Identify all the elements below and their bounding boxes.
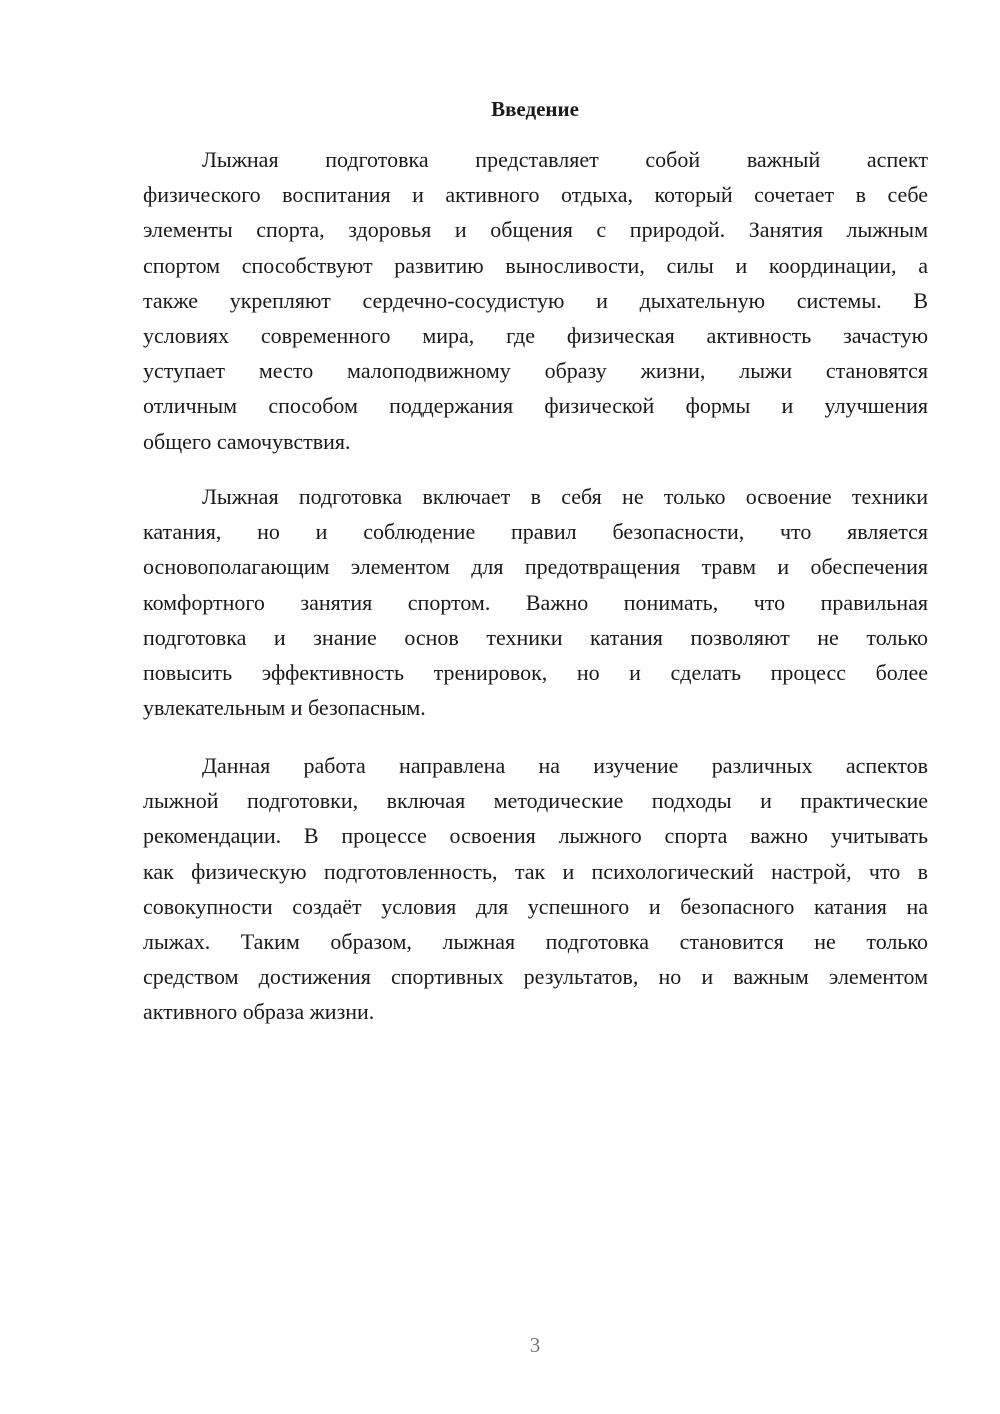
- text-line: совокупности создаёт условия для успешного и безопасного катания на: [143, 893, 928, 919]
- text-line: Лыжная подготовка представляет собой важный аспект: [202, 147, 928, 172]
- text-line: как физическую подготовленность, так и психологический настрой, что в: [143, 858, 928, 884]
- text-line: условиях современного мира, где физическая активность зачастую: [143, 322, 928, 348]
- text-line: Лыжная подготовка включает в себя не только освоение техники: [202, 484, 928, 509]
- text-line: физического воспитания и активного отдыха, который сочетает в себе: [143, 182, 928, 208]
- text-line: средством достижения спортивных результатов, но и важным элементом: [143, 964, 928, 990]
- text-line: подготовка и знание основ техники катания позволяют не только: [143, 624, 928, 650]
- paragraph-3: [143, 748, 928, 1030]
- page-number: 3: [529, 1333, 541, 1357]
- section-title: Введение: [491, 97, 579, 121]
- text-line: лыжах. Таким образом, лыжная подготовка становится не только: [143, 928, 928, 954]
- text-line: уступает место малоподвижному образу жизни, лыжи становятся: [143, 358, 928, 384]
- text-line: комфортного занятия спортом. Важно понимать, что правильная: [143, 589, 928, 615]
- text-line: также укрепляют сердечно-сосудистую и дыхательную системы. В: [143, 287, 928, 313]
- text-line: катания, но и соблюдение правил безопасности, что является: [143, 519, 928, 545]
- text-line: лыжной подготовки, включая методические подходы и практические: [143, 788, 928, 814]
- text-line: повысить эффективность тренировок, но и сделать процесс более: [143, 659, 928, 685]
- text-line: спортом способствуют развитию выносливости, силы и координации, а: [143, 252, 928, 278]
- text-line: Данная работа направлена на изучение различных аспектов: [202, 753, 928, 778]
- text-line: рекомендации. В процессе освоения лыжного спорта важно учитывать: [143, 823, 928, 849]
- text-line: основополагающим элементом для предотвращения травм и обеспечения: [143, 554, 928, 580]
- text-line: увлекательным и безопасным.: [143, 695, 426, 721]
- text-line: активного образа жизни.: [143, 999, 375, 1025]
- text-line: элементы спорта, здоровья и общения с природой. Занятия лыжным: [143, 217, 928, 243]
- paragraph-1: [143, 142, 928, 459]
- text-line: общего самочувствия.: [143, 428, 351, 454]
- text-line: отличным способом поддержания физической формы и улучшения: [143, 393, 928, 419]
- paragraph-2: [143, 479, 928, 725]
